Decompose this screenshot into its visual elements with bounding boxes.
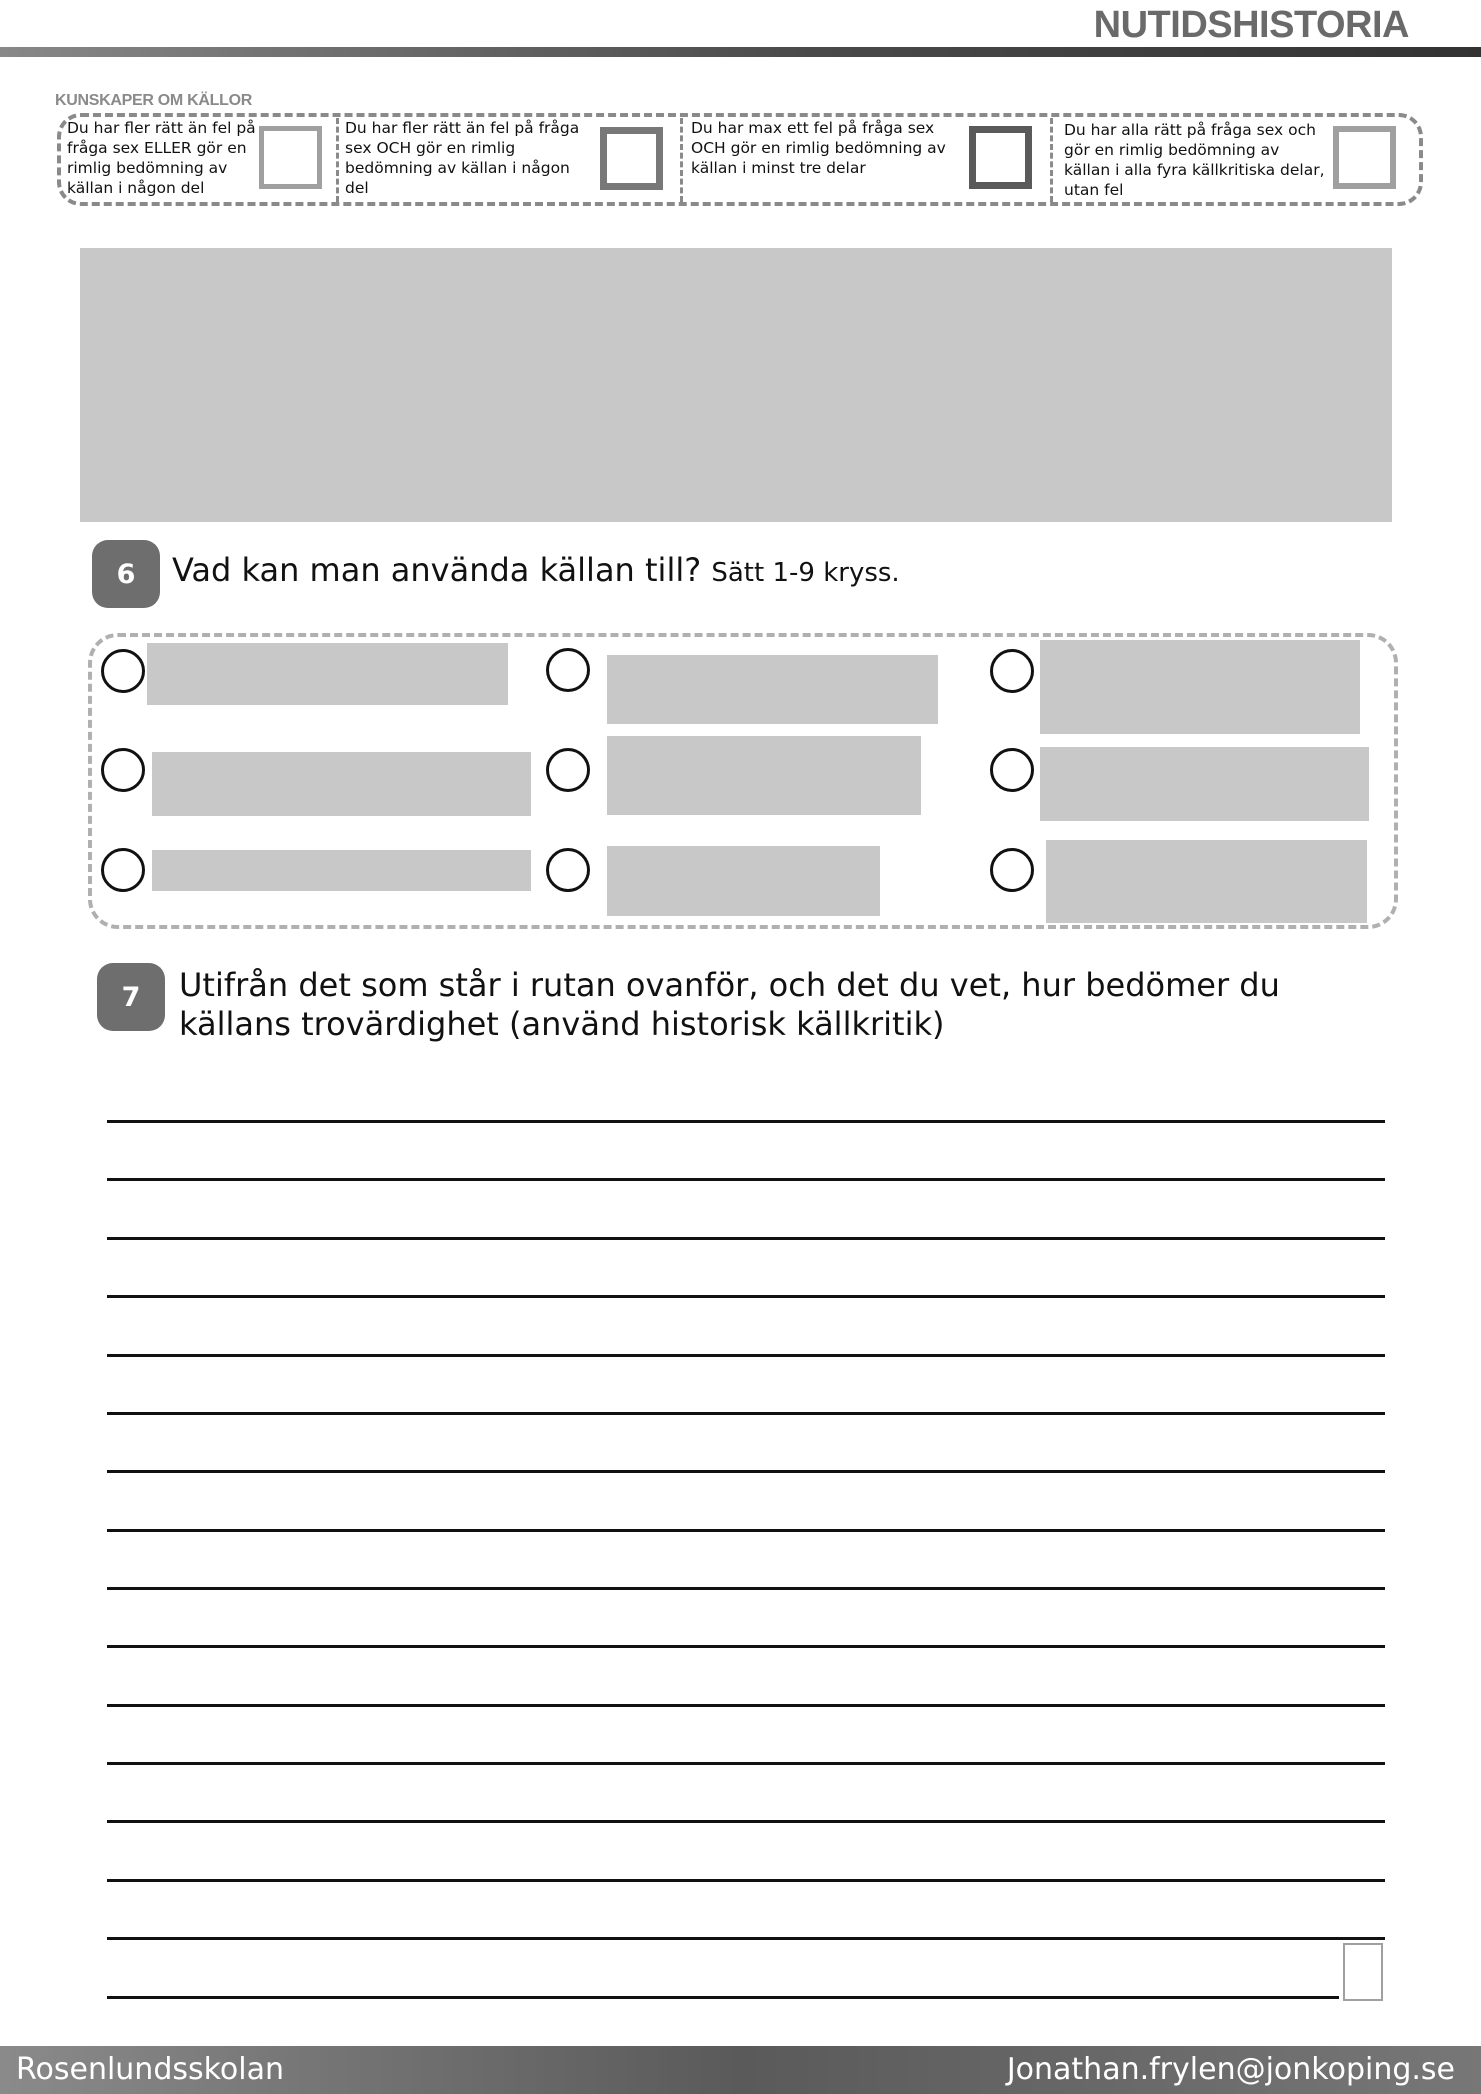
option-7-checkbox[interactable] <box>101 848 145 892</box>
option-9-label <box>1046 840 1367 923</box>
question-7-text: Utifrån det som står i rutan ovanför, och det du vet, hur bedömer du källans trovärdighet (använd historisk källkritik) <box>179 966 1280 1043</box>
answer-line[interactable] <box>107 1704 1385 1707</box>
question-6-text <box>172 551 900 593</box>
option-6-label <box>1040 747 1369 821</box>
option-7-label <box>152 850 531 891</box>
rubric-level-4-checkbox[interactable] <box>1333 126 1396 189</box>
option-2-label <box>607 655 938 724</box>
option-1-label <box>147 643 508 705</box>
answer-line[interactable] <box>107 1762 1385 1765</box>
answer-line[interactable] <box>107 1820 1385 1823</box>
answer-line[interactable] <box>107 1354 1385 1357</box>
question-6-prompt: Vad kan man använda källan till? <box>172 551 702 589</box>
rubric-title: KUNSKAPER OM KÄLLOR <box>55 92 252 109</box>
option-8-label <box>607 846 880 916</box>
option-5-label <box>607 736 921 815</box>
answer-line[interactable] <box>107 1470 1385 1473</box>
question-7-badge: 7 <box>97 963 165 1031</box>
answer-line[interactable] <box>107 1529 1385 1532</box>
answer-line[interactable] <box>107 1237 1385 1240</box>
answer-line[interactable] <box>107 1996 1339 1999</box>
question-6-badge: 6 <box>92 540 160 608</box>
answer-line[interactable] <box>107 1295 1385 1298</box>
rubric-level-1-text: Du har fler rätt än fel på fråga sex ELLER gör en rimlig bedömning av källan i någon del <box>67 119 256 197</box>
rubric-level-4-text: Du har alla rätt på fråga sex och gör en rimlig bedömning av källan i alla fyra källkritiska delar, utan fel <box>1064 121 1325 199</box>
rubric-level-3-text: Du har max ett fel på fråga sex OCH gör en rimlig bedömning av källan i minst tre delar <box>691 119 946 177</box>
option-8-checkbox[interactable] <box>546 848 590 892</box>
answer-line[interactable] <box>107 1645 1385 1648</box>
rubric-divider <box>680 118 683 202</box>
rubric-level-3-checkbox[interactable] <box>969 126 1032 189</box>
header-rule <box>0 47 1481 57</box>
rubric-level-2-text: Du har fler rätt än fel på fråga sex OCH gör en rimlig bedömning av källan i någon del <box>345 119 580 197</box>
option-3-label <box>1040 640 1360 734</box>
option-4-label <box>152 752 531 816</box>
rubric-divider <box>336 118 339 202</box>
option-4-checkbox[interactable] <box>101 748 145 792</box>
rubric-divider <box>1050 118 1053 202</box>
option-9-checkbox[interactable] <box>990 848 1034 892</box>
footer-email: Jonathan.frylen@jonkoping.se <box>1006 2052 1455 2087</box>
answer-line[interactable] <box>107 1120 1385 1123</box>
answer-line[interactable] <box>107 1937 1385 1940</box>
option-1-checkbox[interactable] <box>101 649 145 693</box>
source-placeholder <box>80 248 1392 522</box>
score-box[interactable] <box>1343 1943 1383 2001</box>
rubric-level-2-checkbox[interactable] <box>600 127 663 190</box>
option-6-checkbox[interactable] <box>990 748 1034 792</box>
answer-line[interactable] <box>107 1178 1385 1181</box>
answer-line[interactable] <box>107 1587 1385 1590</box>
option-3-checkbox[interactable] <box>990 649 1034 693</box>
answer-line[interactable] <box>107 1412 1385 1415</box>
question-6-hint: Sätt 1-9 kryss. <box>711 558 900 588</box>
subject-title: NUTIDSHISTORIA <box>1093 4 1409 46</box>
footer-school: Rosenlundsskolan <box>16 2052 285 2087</box>
option-2-checkbox[interactable] <box>546 648 590 692</box>
option-5-checkbox[interactable] <box>546 748 590 792</box>
rubric-level-1-checkbox[interactable] <box>259 126 322 189</box>
answer-line[interactable] <box>107 1879 1385 1882</box>
